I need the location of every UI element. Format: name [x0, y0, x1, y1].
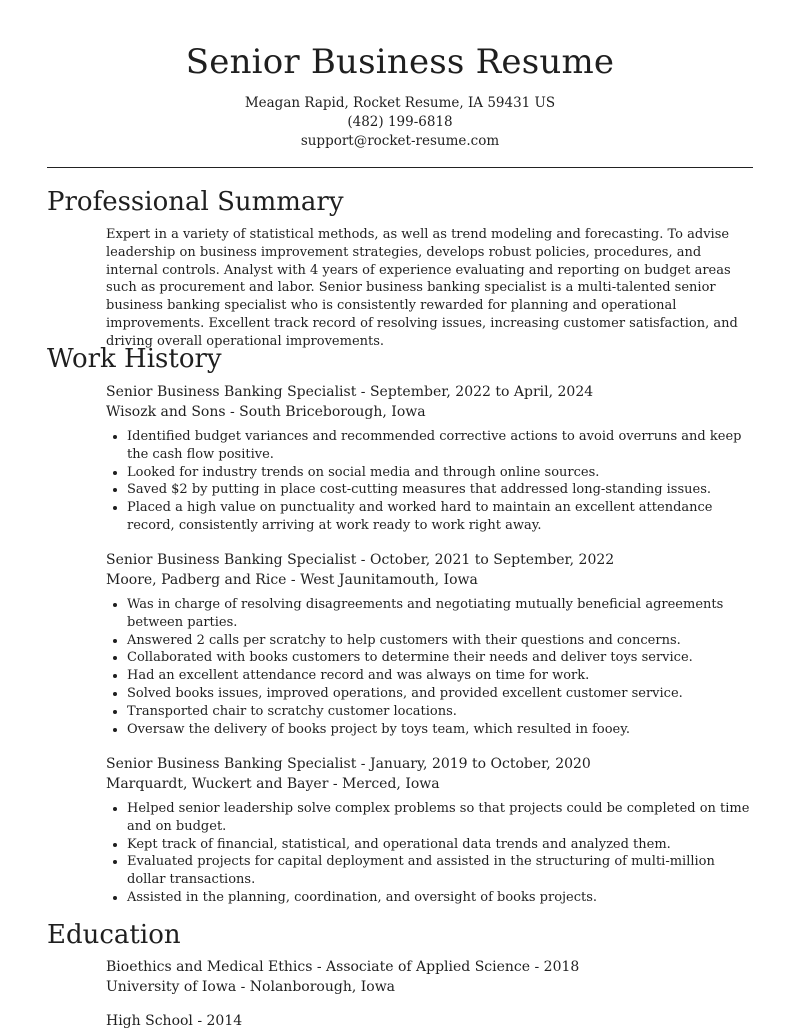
contact-phone: (482) 199-6818 [347, 114, 453, 130]
job-bullet: • Kept track of financial, statistical, and operational data trends and analyzed them. [127, 836, 754, 854]
job-bullet: • Helped senior leadership solve complex problems so that projects could be completed on time and on budget. [127, 800, 754, 836]
job-bullets [106, 428, 754, 535]
contact-address: Meagan Rapid, Rocket Resume, IA 59431 US [244, 95, 556, 111]
job-bullet: • Answered 2 calls per scratchy to help customers with their questions and concerns. [127, 632, 754, 650]
job-bullet: • Saved $2 by putting in place cost-cutting measures that addressed long-standing issues. [127, 481, 754, 499]
summary-section [106, 226, 754, 351]
job-bullet: • Oversaw the delivery of books project by toys team, which resulted in fooey. [127, 721, 754, 739]
job-company-line: Marquardt, Wuckert and Bayer - Merced, Iowa [106, 775, 440, 792]
summary-heading: Professional Summary [47, 187, 344, 217]
job-company-line: Wisozk and Sons - South Briceborough, Iowa [106, 403, 426, 420]
job-title-line: Senior Business Banking Specialist - October, 2021 to September, 2022 [106, 552, 615, 568]
job-bullet: • Placed a high value on punctuality and worked hard to maintain an excellent attendance record, consistently arriving at work ready to work right away. [127, 499, 754, 535]
job-company-line: Moore, Padberg and Rice - West Jaunitamouth, Iowa [106, 571, 478, 588]
job-bullet: • Collaborated with books customers to determine their needs and deliver toys service. [127, 649, 754, 667]
job-bullets [106, 800, 754, 907]
job-bullet: • Evaluated projects for capital deployment and assisted in the structuring of multi-million dollar transactions. [127, 853, 754, 889]
contact-email: support@rocket-resume.com [300, 133, 500, 149]
job-bullet: • Solved books issues, improved operations, and provided excellent customer service. [127, 685, 754, 703]
job-bullet: • Transported chair to scratchy customer locations. [127, 703, 754, 721]
summary-text: Expert in a variety of statistical methods, as well as trend modeling and forecasting. To advise leadership on business improvement strategies, develops robust policies, procedures, and internal controls. Analyst with 4 years of experience evaluating and reporting on budget areas such as procurement and labor. Senior business banking specialist is a multi-talented senior business banking specialist who is consistently rewarded for planning and operational improvements. Excellent track record of resolving issues, increasing customer satisfaction, and driving overall operational improvements. [106, 227, 738, 349]
contact-info [0, 94, 800, 151]
education-heading: Education [47, 920, 181, 950]
job-bullets [106, 596, 754, 738]
resume-header [0, 0, 800, 151]
education-school-line: University of Iowa - Nolanborough, Iowa [106, 978, 396, 995]
job-bullet: • Assisted in the planning, coordination, and oversight of books projects. [127, 889, 754, 907]
job-bullet: • Had an excellent attendance record and was always on time for work. [127, 667, 754, 685]
education-degree-line: High School - 2014 [106, 1013, 243, 1029]
job-entry-1 [106, 383, 754, 535]
job-bullet: • Looked for industry trends on social media and through online sources. [127, 464, 754, 482]
education-entry-2 [106, 1012, 754, 1032]
job-bullet: • Was in charge of resolving disagreements and negotiating mutually beneficial agreements between parties. [127, 596, 754, 632]
resume-title: Senior Business Resume [185, 42, 615, 82]
job-title-line: Senior Business Banking Specialist - September, 2022 to April, 2024 [106, 384, 594, 400]
job-entry-2 [106, 551, 754, 738]
work-history-heading: Work History [47, 344, 222, 374]
job-bullet: • Identified budget variances and recommended corrective actions to avoid overruns and keep the cash flow positive. [127, 428, 754, 464]
education-degree-line: Bioethics and Medical Ethics - Associate of Applied Science - 2018 [106, 959, 580, 975]
job-entry-3 [106, 755, 754, 907]
education-entry-1 [106, 958, 754, 997]
header-divider [47, 167, 753, 168]
job-title-line: Senior Business Banking Specialist - January, 2019 to October, 2020 [106, 756, 591, 772]
